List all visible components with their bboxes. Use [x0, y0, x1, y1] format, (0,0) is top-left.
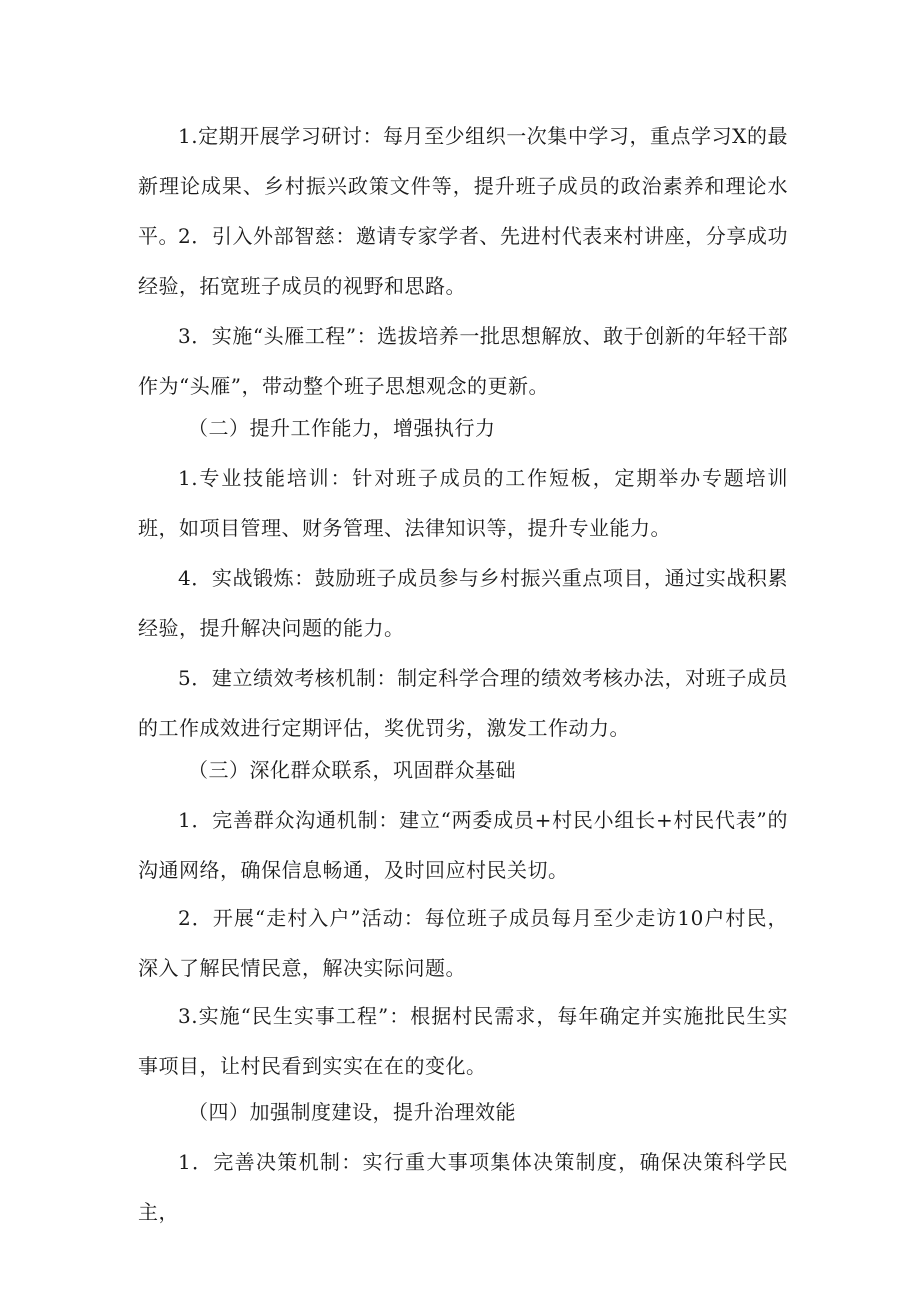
paragraph-village-visits: 2．开展“走村入户”活动：每位班子成员每月至少走访10户村民，深入了解民情民意，解决实际问题。 [138, 906, 788, 980]
section-heading-4: （四）加强制度建设，提升治理效能 [188, 1100, 516, 1124]
paragraph-head-goose-project: 3．实施“头雁工程”：选拔培养一批思想解放、敢于创新的年轻干部作为“头雁”，带动整个班子思想观念的更新。 [138, 324, 788, 398]
paragraph-performance-review: 5．建立绩效考核机制：制定科学合理的绩效考核办法，对班子成员的工作成效进行定期评估，奖优罚劣，激发工作动力。 [138, 666, 788, 740]
paragraph-decision-mechanism: 1．完善决策机制：实行重大事项集体决策制度，确保决策科学民主， [138, 1150, 788, 1224]
paragraph-external-wisdom: 2．引入外部智慈：邀请专家学者、先进村代表来村讲座，分享成功经验，拓宽班子成员的视野和思路。 [138, 224, 788, 298]
section-heading-2: （二）提升工作能力，增强执行力 [188, 416, 496, 440]
paragraph-skill-training: 1.专业技能培训：针对班子成员的工作短板，定期举办专题培训班，如项目管理、财务管理、法律知识等，提升专业能力。 [138, 466, 788, 540]
paragraph-study-seminar: 1.定期开展学习研讨：每月至少组织一次集中学习，重点学习X的最新理论成果、乡村振兴政策文件等，提升班子成员的政治素养和理论水平。 [138, 124, 788, 248]
section-heading-3: （三）深化群众联系，巩固群众基础 [188, 758, 516, 782]
paragraph-communication-mechanism: 1．完善群众沟通机制：建立“两委成员+村民小组长+村民代表”的沟通网络，确保信息畅通，及时回应村民关切。 [138, 808, 788, 882]
paragraph-livelihood-project: 3.实施“民生实事工程”：根据村民需求，每年确定并实施批民生实事项目，让村民看到实实在在的变化。 [138, 1004, 788, 1078]
paragraph-practical-training: 4．实战锻炼：鼓励班子成员参与乡村振兴重点项目，通过实战积累经验，提升解决问题的能力。 [138, 566, 788, 640]
